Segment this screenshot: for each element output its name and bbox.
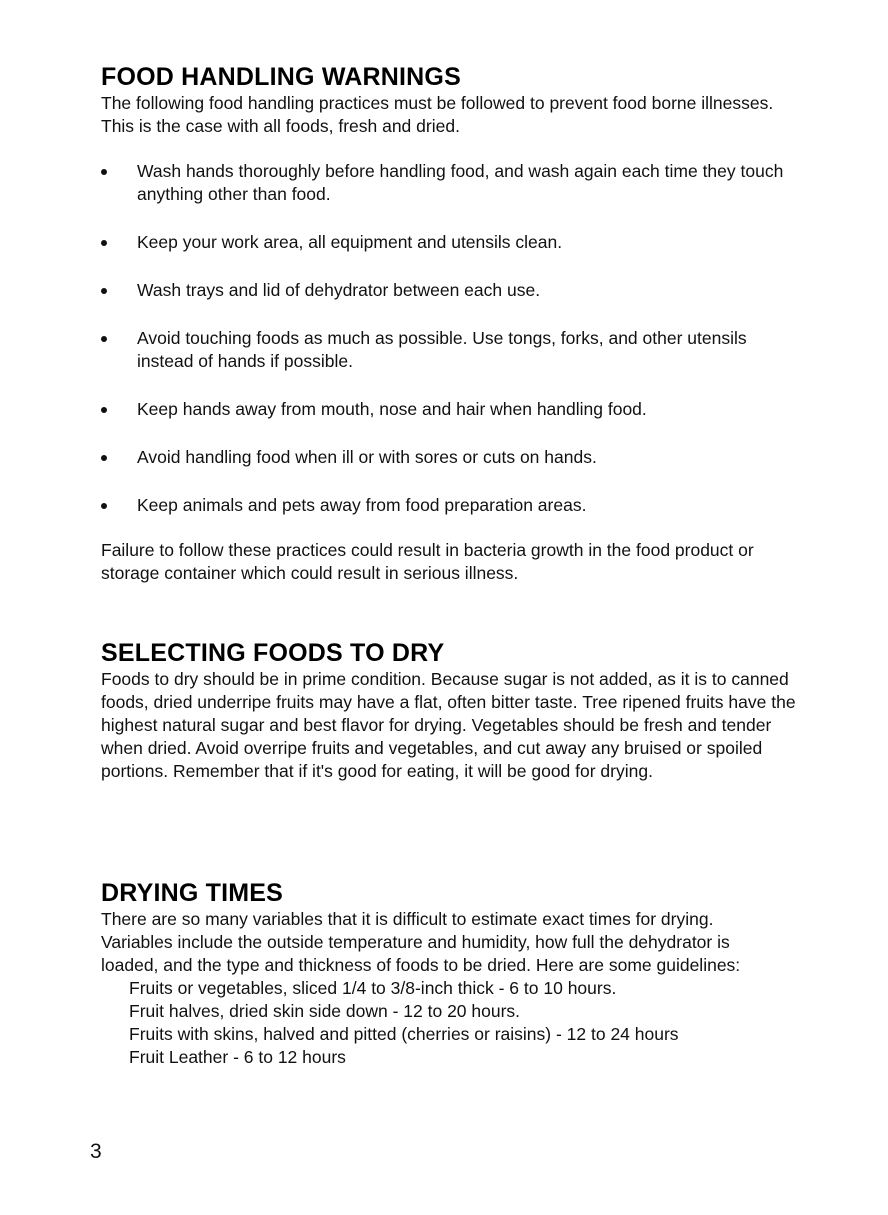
bullet-item — [101, 398, 801, 421]
guideline-item: Fruits with skins, halved and pitted (cherries or raisins) - 12 to 24 hours — [129, 1024, 679, 1044]
bullet-icon — [101, 455, 107, 461]
bullet-icon — [101, 503, 107, 509]
bullet-item — [101, 327, 801, 373]
bullet-item — [101, 446, 801, 469]
selecting-foods-section — [101, 638, 801, 783]
bullet-item — [101, 279, 801, 302]
bullet-text: Avoid handling food when ill or with sores or cuts on hands. — [137, 447, 597, 467]
food-handling-bullet-list — [101, 160, 801, 517]
guideline-item: Fruit halves, dried skin side down - 12 to 20 hours. — [129, 1001, 521, 1021]
bullet-item — [101, 231, 801, 254]
bullet-icon — [101, 288, 107, 294]
food-handling-section — [101, 62, 801, 585]
drying-guidelines-list — [101, 977, 821, 1069]
bullet-icon — [101, 336, 107, 342]
bullet-item — [101, 160, 801, 206]
bullet-item — [101, 494, 801, 517]
bullet-text: Keep hands away from mouth, nose and hair when handling food. — [137, 399, 647, 419]
drying-times-section — [101, 878, 821, 1069]
food-handling-intro: The following food handling practices must be followed to prevent food borne illnesses. This is the case with all foods, fresh and dried. — [101, 93, 774, 136]
bullet-text: Keep animals and pets away from food preparation areas. — [137, 495, 587, 515]
bullet-icon — [101, 169, 107, 175]
guideline-item: Fruit Leather - 6 to 12 hours — [129, 1047, 346, 1067]
bullet-text: Keep your work area, all equipment and utensils clean. — [137, 232, 563, 252]
bullet-text: Wash hands thoroughly before handling food, and wash again each time they touch anything other than food. — [137, 161, 784, 204]
drying-times-body: There are so many variables that it is difficult to estimate exact times for drying. Variables include the outside temperature and humidity, how full the dehydrator is loaded, and the type and thickness of foods to be dried. Here are some guidelines: — [101, 909, 741, 975]
bullet-icon — [101, 240, 107, 246]
drying-times-title: DRYING TIMES — [101, 879, 284, 907]
food-handling-title: FOOD HANDLING WARNINGS — [101, 63, 461, 91]
food-handling-closing: Failure to follow these practices could result in bacteria growth in the food product or storage container which could result in serious illness. — [101, 540, 754, 583]
selecting-foods-body: Foods to dry should be in prime condition. Because sugar is not added, as it is to canned foods, dried underripe fruits may have a flat, often bitter taste. Tree ripened fruits have the highest natural sugar and best flavor for drying. Vegetables should be fresh and tender when dried. Avoid overripe fruits and vegetables, and cut away any bruised or spoiled portions. Remember that if it's good for eating, it will be good for drying. — [101, 669, 796, 781]
bullet-icon — [101, 407, 107, 413]
bullet-text: Wash trays and lid of dehydrator between each use. — [137, 280, 541, 300]
page-number: 3 — [90, 1140, 102, 1163]
guideline-item: Fruits or vegetables, sliced 1/4 to 3/8-inch thick - 6 to 10 hours. — [129, 978, 617, 998]
bullet-text: Avoid touching foods as much as possible. Use tongs, forks, and other utensils instead of hands if possible. — [137, 328, 747, 371]
selecting-foods-title: SELECTING FOODS TO DRY — [101, 639, 445, 667]
